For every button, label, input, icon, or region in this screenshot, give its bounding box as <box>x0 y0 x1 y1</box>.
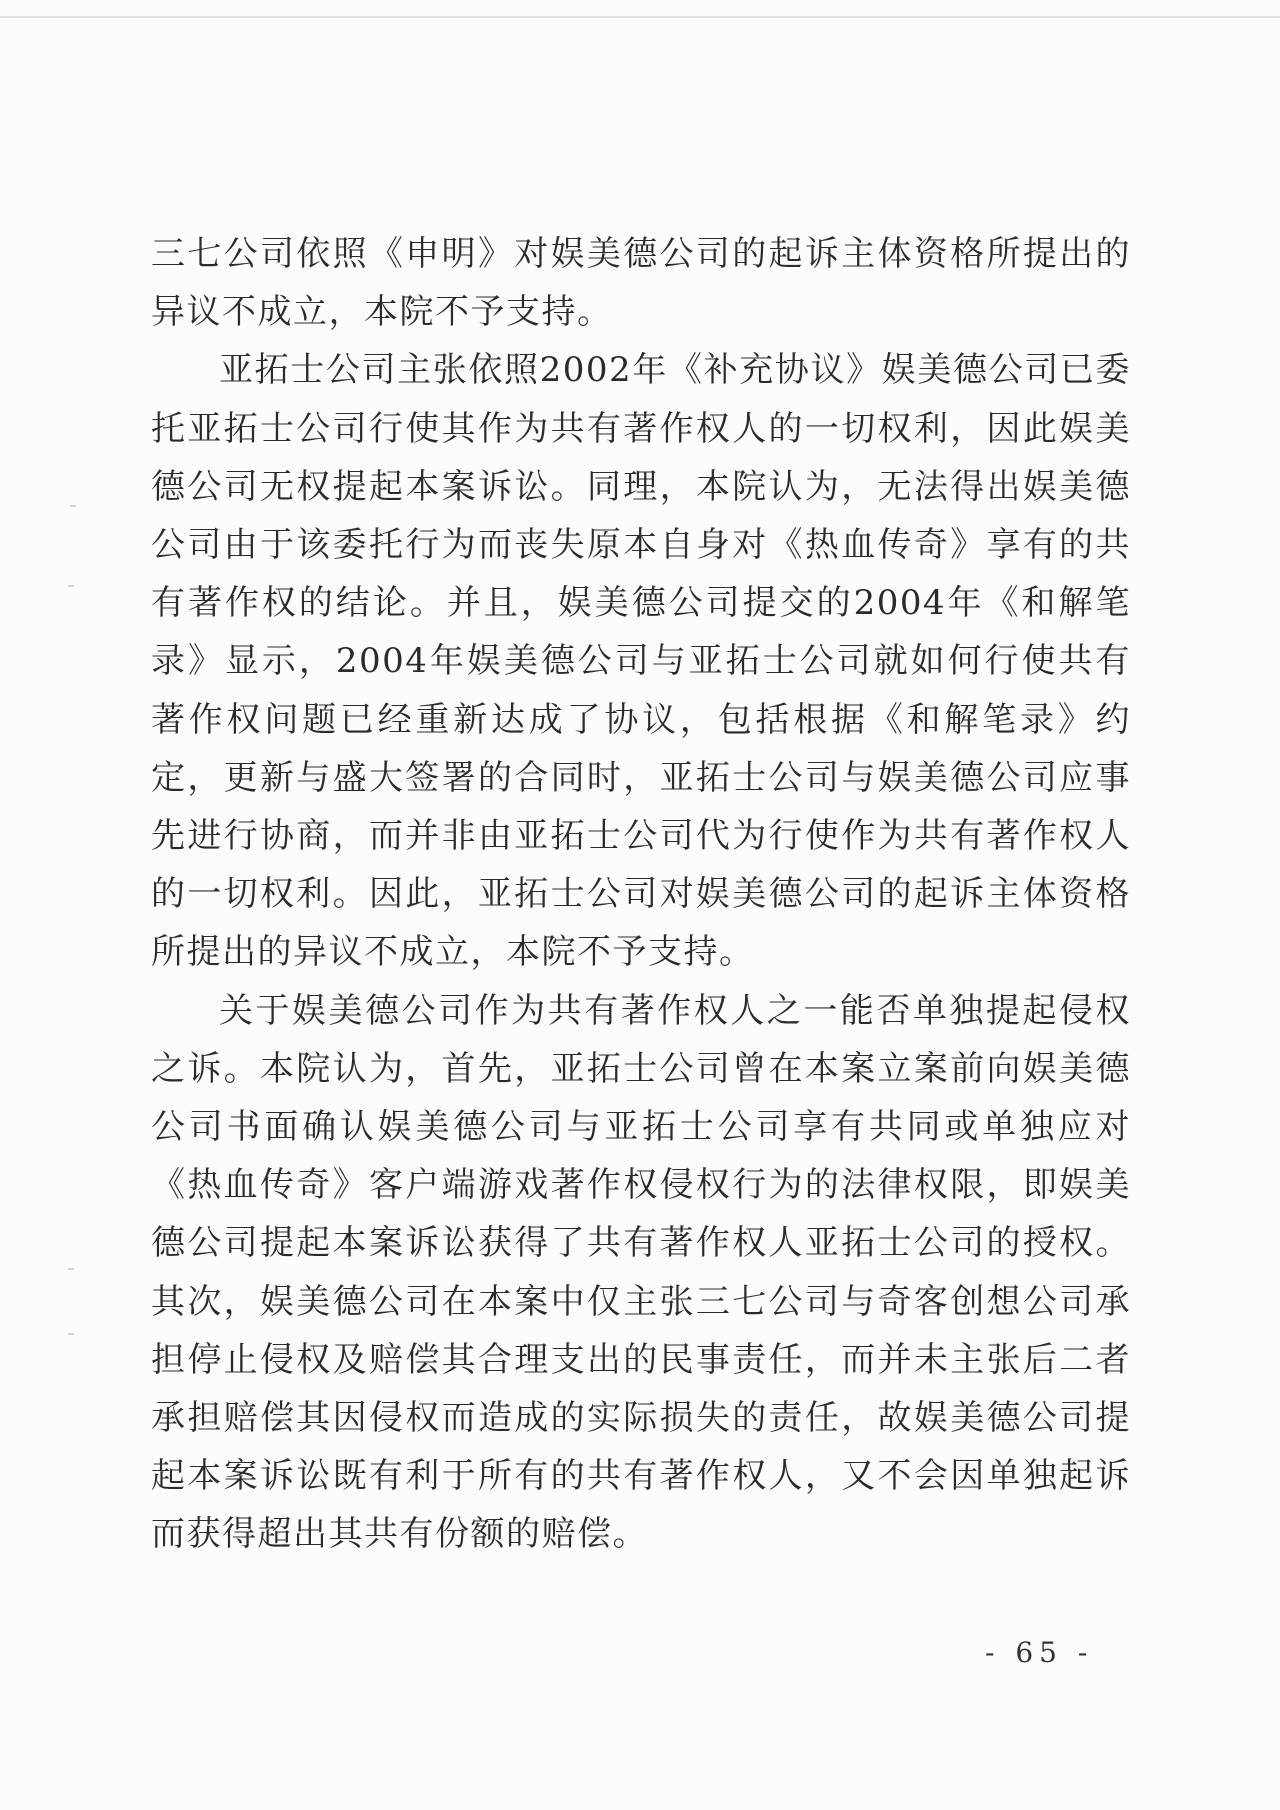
paragraph-co-owner-lawsuit: 关于娱美德公司作为共有著作权人之一能否单独提起侵权之诉。本院认为，首先，亚拓士公司曾在本案立案前向娱美德公司书面确认娱美德公司与亚拓士公司享有共同或单独应对《热血传奇》客户端游戏著作权侵权行为的法律权限，即娱美德公司提起本案诉讼获得了共有著作权人亚拓士公司的授权。其次，娱美德公司在本案中仅主张三七公司与奇客创想公司承担停止侵权及赔偿其合理支出的民事责任，而并未主张后二者承担赔偿其因侵权而造成的实际损失的责任，故娱美德公司提起本案诉讼既有利于所有的共有著作权人，又不会因单独起诉而获得超出其共有份额的赔偿。 <box>151 990 1131 1555</box>
margin-speck <box>70 505 76 507</box>
page-number: - 65 - <box>985 1636 1094 1669</box>
margin-speck <box>68 1268 74 1270</box>
scan-top-edge <box>0 16 1280 18</box>
document-body <box>151 225 1131 1564</box>
paragraph-standing-objection: 亚拓士公司主张依照2002年《补充协议》娱美德公司已委托亚拓士公司行使其作为共有著作权人的一切权利，因此娱美德公司无权提起本案诉讼。同理，本院认为，无法得出娱美德公司由于该委托行为而丧失原本自身对《热血传奇》享有的共有著作权的结论。并且，娱美德公司提交的2004年《和解笔录》显示，2004年娱美德公司与亚拓士公司就如何行使共有著作权问题已经重新达成了协议，包括根据《和解笔录》约定，更新与盛大签署的合同时，亚拓士公司与娱美德公司应事先进行协商，而并非由亚拓士公司代为行使作为共有著作权人的一切权利。因此，亚拓士公司对娱美德公司的起诉主体资格所提出的异议不成立，本院不予支持。 <box>151 350 1131 973</box>
margin-speck <box>68 585 74 587</box>
margin-speck <box>68 1333 74 1335</box>
paragraph-continued: 三七公司依照《申明》对娱美德公司的起诉主体资格所提出的异议不成立，本院不予支持。 <box>151 234 1131 333</box>
